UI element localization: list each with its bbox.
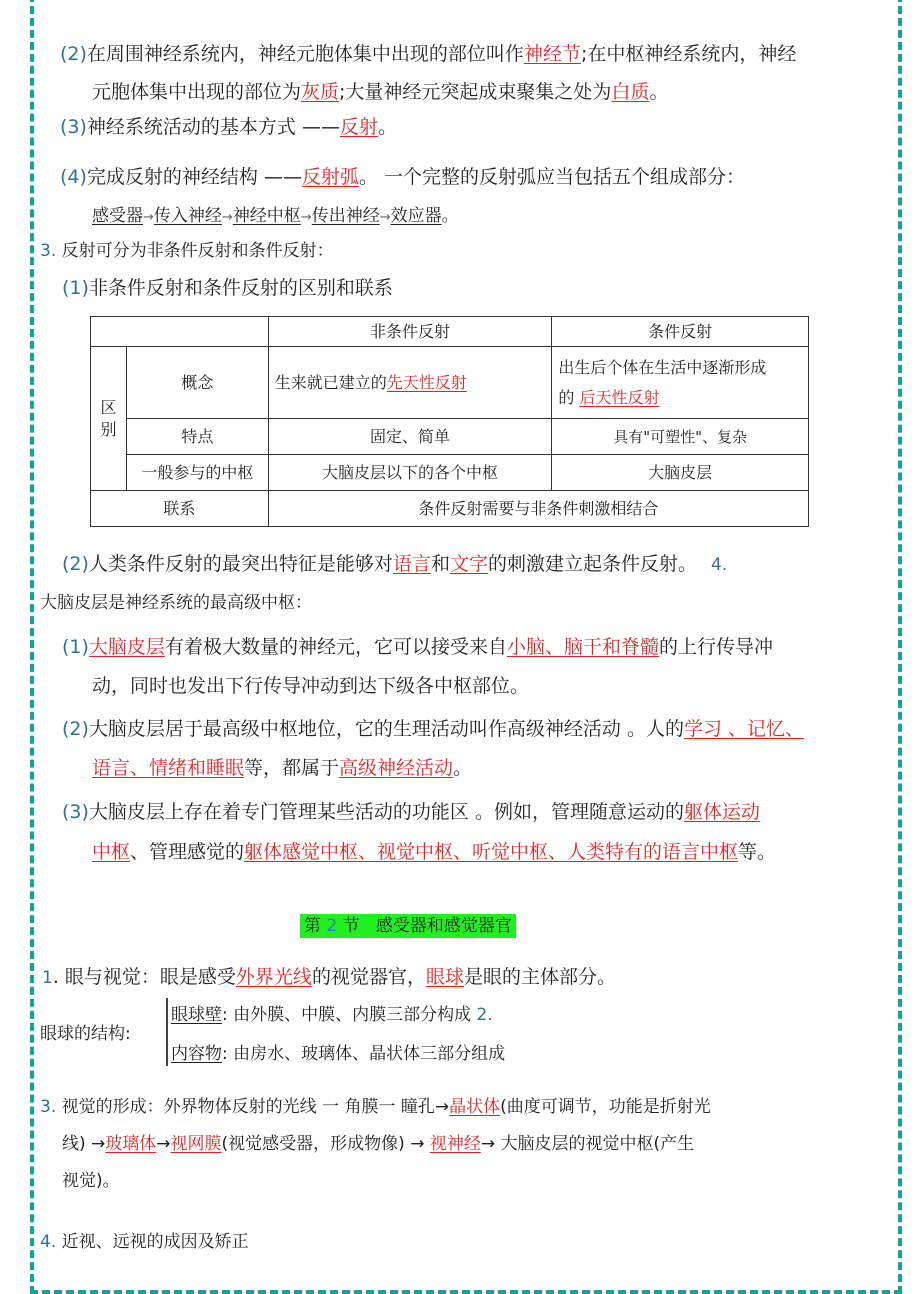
section-3-sub-1: (1)非条件反射和条件反射的区别和联系 xyxy=(62,277,393,299)
section-2-title: 第 2 节 感受器和感觉器官 xyxy=(300,914,516,938)
reflex-comparison-table xyxy=(90,316,809,527)
header-unconditioned: 非条件反射 xyxy=(268,317,552,347)
eyeball-wall: 眼球壁: 由外膜、中膜、内膜三部分构成 2. xyxy=(171,1005,493,1025)
cortex-item-1-line-2: 动，同时也发出下行传导冲动到达下级各中枢部位。 xyxy=(92,675,530,697)
vision-formation-line-3: 视觉)。 xyxy=(62,1171,120,1191)
row-concept-label: 概念 xyxy=(126,347,268,419)
row-center-label: 一般参与的中枢 xyxy=(126,455,268,491)
group-difference: 区 别 xyxy=(91,347,127,491)
paragraph-2-line-2: 元胞体集中出现的部位为灰质;大量神经元突起成束聚集之处为白质。 xyxy=(92,81,669,103)
reflex-arc-chain: 感受器→传入神经→神经中枢→传出神经→效应器。 xyxy=(92,206,459,226)
cell-concept-conditioned: 出生后个体在生活中逐渐形成 的 后天性反射 xyxy=(552,347,809,419)
header-conditioned: 条件反射 xyxy=(552,317,809,347)
row-feature-label: 特点 xyxy=(126,419,268,455)
cell-feature-conditioned: 具有"可塑性"、复杂 xyxy=(552,419,809,455)
term-ganglion: 神经节 xyxy=(523,43,581,65)
eyeball-contents: 内容物: 由房水、玻璃体、晶状体三部分组成 xyxy=(171,1044,506,1064)
cortex-item-3-line-2: 中枢、管理感觉的躯体感觉中枢、视觉中枢、听觉中枢、人类特有的语言中枢等。 xyxy=(92,841,777,863)
myopia-hyperopia-heading: 4. 近视、远视的成因及矫正 xyxy=(40,1232,249,1252)
row-relation-label: 联系 xyxy=(91,491,269,527)
structure-bracket xyxy=(166,998,170,1066)
vision-formation-line-1: 3. 视觉的形成：外界物体反射的光线 一 角膜一 瞳孔→晶状体(曲度可调节，功能是折射光 xyxy=(40,1097,711,1117)
cell-feature-unconditioned: 固定、简单 xyxy=(268,419,552,455)
paragraph-3: (3)神经系统活动的基本方式 ——反射。 xyxy=(60,116,397,138)
section-4-heading: 大脑皮层是神经系统的最高级中枢： xyxy=(40,593,312,613)
cortex-item-3-line-1: (3)大脑皮层上存在着专门管理某些活动的功能区 。例如，管理随意运动的躯体运动 xyxy=(62,801,760,823)
cortex-item-1-line-1: (1)大脑皮层有着极大数量的神经元，它可以接受来自小脑、脑干和脊髓的上行传导冲 xyxy=(62,636,773,658)
cell-relation: 条件反射需要与非条件刺激相结合 xyxy=(268,491,808,527)
section-3-sub-2: (2)人类条件反射的最突出特征是能够对语言和文字的刺激建立起条件反射。 4. xyxy=(62,553,728,575)
vision-formation-line-2: 线) →玻璃体→视网膜(视觉感受器，形成物像) → 视神经→ 大脑皮层的视觉中枢(产生 xyxy=(62,1134,695,1154)
cortex-item-2-line-2: 语言、情绪和睡眠等，都属于高级神经活动。 xyxy=(92,757,473,779)
cortex-item-2-line-1: (2)大脑皮层居于最高级中枢地位，它的生理活动叫作高级神经活动 。人的学习 、记忆、 xyxy=(62,718,805,740)
paragraph-2-line-1: (2)在周围神经系统内，神经元胞体集中出现的部位叫作神经节;在中枢神经系统内，神经 xyxy=(60,43,797,65)
eye-vision-1: 1. 眼与视觉：眼是感受外界光线的视觉器官，眼球是眼的主体部分。 xyxy=(42,966,616,988)
paragraph-4: (4)完成反射的神经结构 ——反射弧。 一个完整的反射弧应当包括五个组成部分： xyxy=(60,166,746,188)
cell-concept-unconditioned: 生来就已建立的先天性反射 xyxy=(268,347,552,419)
eyeball-structure-label: 眼球的结构: xyxy=(40,1024,131,1044)
cell-center-unconditioned: 大脑皮层以下的各个中枢 xyxy=(268,455,552,491)
section-3-heading: 3. 反射可分为非条件反射和条件反射： xyxy=(40,241,334,261)
cell-center-conditioned: 大脑皮层 xyxy=(552,455,809,491)
